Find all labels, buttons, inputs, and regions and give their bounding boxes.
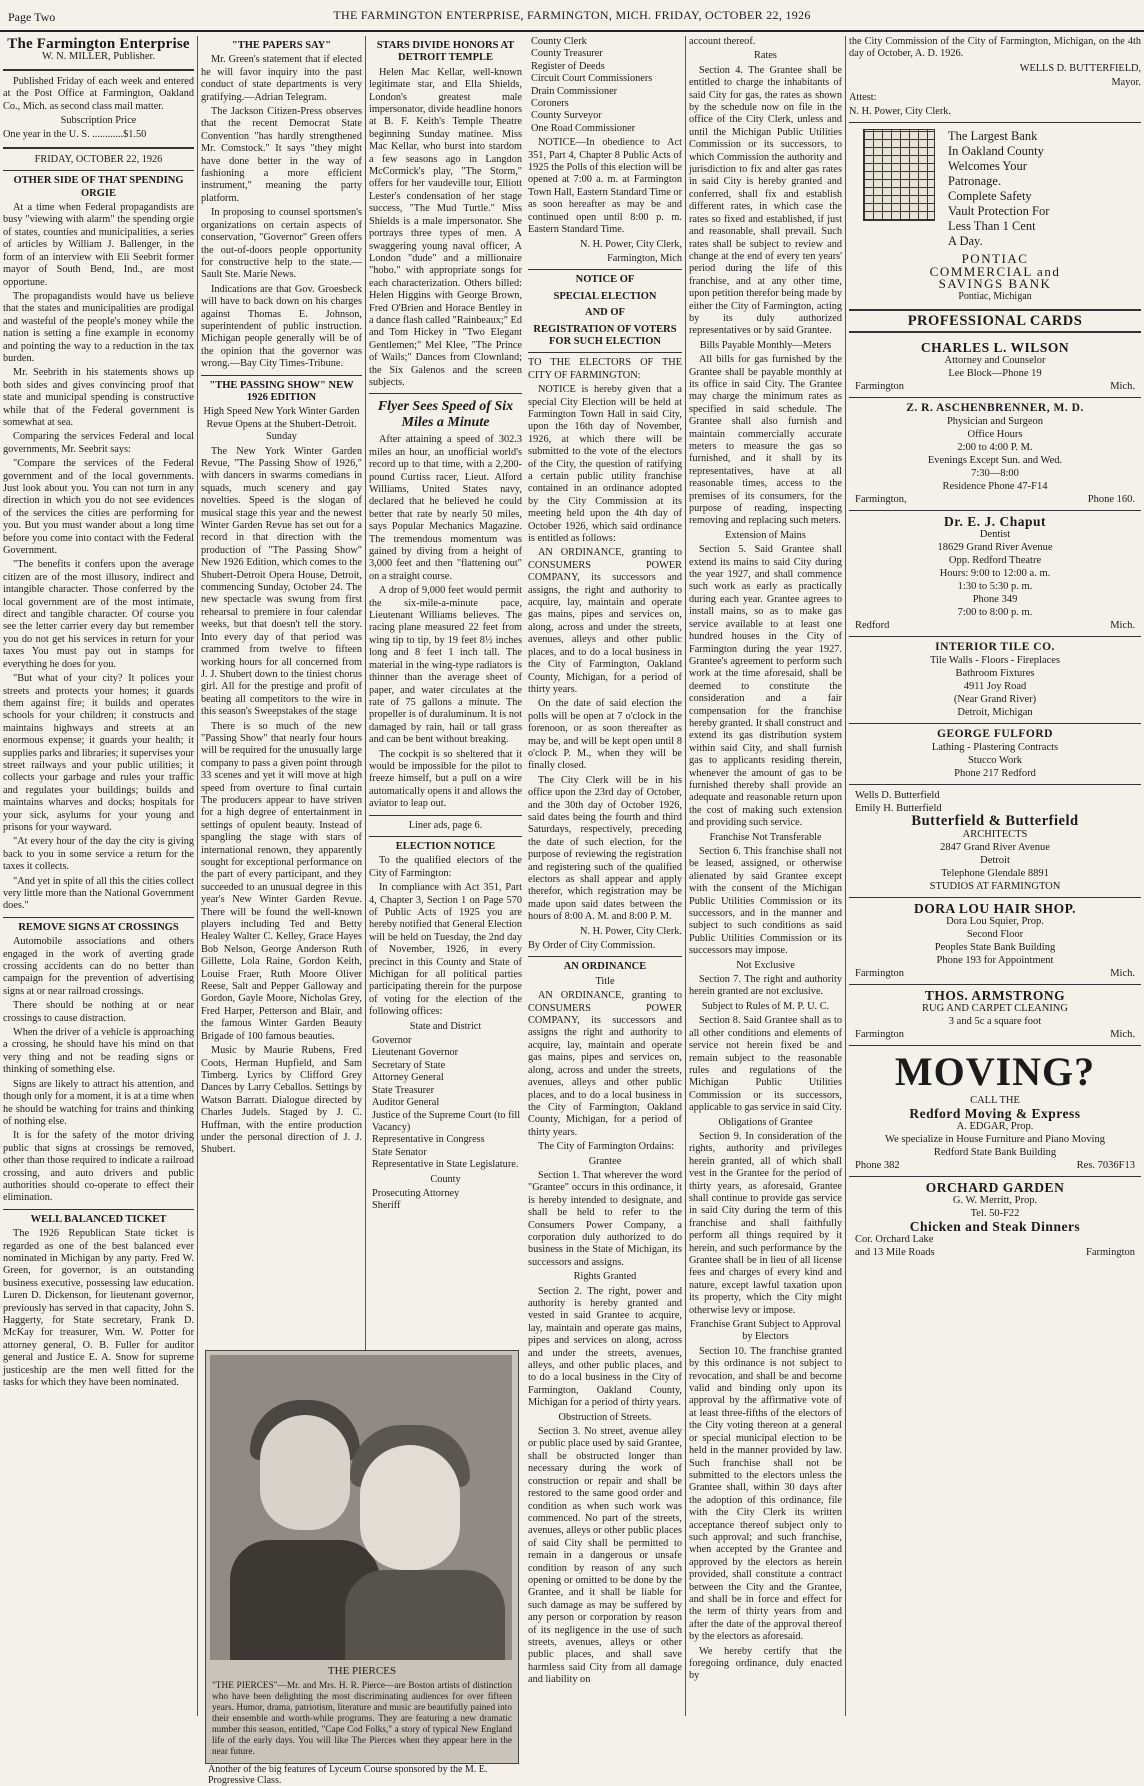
ordinance-subheading: Obstruction of Streets. bbox=[558, 1411, 652, 1423]
list-heading: State and District bbox=[409, 1020, 482, 1032]
list-item: One Road Commissioner bbox=[531, 122, 636, 134]
card-name: THOS. ARMSTRONG bbox=[924, 988, 1066, 1004]
card-fulford bbox=[849, 724, 1141, 785]
card-line: Detroit bbox=[980, 855, 1010, 867]
article-heading: ELECTION NOTICE bbox=[395, 840, 496, 852]
article-paragraph: "At every hour of the day the city is giving back to you in some service a return for the taxes it collects. bbox=[3, 836, 194, 873]
card-line: Phone 382 bbox=[855, 1160, 900, 1172]
article-paragraph: AN ORDINANCE, granting to CONSUMERS POWER COMPANY, its successors and assigns the right and authority to acquire, lay, maintain and operate gas mains, pipes and services on, along, across and under the streets, avenues, alleys and other public places, and to do a local business in the City of Farmington, Oakland County, Michigan, for a period of thirty years. bbox=[528, 990, 682, 1138]
article-paragraph: Section 8. Said Grantee shall as to all other conditions and elements of service not herein fixed be and remain subject to the reasonable rules and regulations of the Michigan Public Utilities Commission or its successors, applicable to gas service in said City. bbox=[689, 1015, 842, 1114]
card-line: Farmington bbox=[855, 1029, 904, 1041]
bank-name bbox=[853, 249, 1137, 303]
list-item: Attorney General bbox=[372, 1072, 444, 1084]
notice-heading: NOTICE OF bbox=[575, 274, 635, 286]
article-paragraph: Section 5. Said Grantee shall extend its mains to said City during the year 1927, and shall commence such work as early as practically during each year. Grantee agrees to install mains, so as to make gas service available to at least one hundred houses in the City of Farmington during the year 1927. Grantee's agreement to perform such work at the time aforesaid, shall be deemed to constitute the consideration and a fair compensation for the franchise hereby granted. It shall construct and extend its gas distribution system within said City, and shall furnish gas to applicants residing therein, whenever the amount of gas to be furnished thereby shall provide an adequate and reasonable return upon the cost of making such extension and providing such service. bbox=[689, 544, 842, 829]
portrait-photo bbox=[210, 1355, 512, 1660]
card-line: Farmington bbox=[1086, 1247, 1135, 1259]
paper-name: The Farmington Enterprise bbox=[7, 36, 190, 52]
card-line: 7:00 to 8:00 p. m. bbox=[957, 607, 1033, 619]
article-paragraph: Section 10. The franchise granted by this ordinance is not subject to revocation, and shall be and become valid and binding only upon its approval by the affirmative vote of at least three-fifths of the electors of the City voting thereon at a general or special municipal election to be held in the manner provided by law. Such franchise shall not be submitted to the electors unless the Grantee shall, within 30 days after the adoption of this ordinance, file with the City Clerk its written acceptance thereof subject only to such approval; and such franchise, when accepted by the Grantee and approved by the electors as herein provided, shall constitute a contract between the City and the Grantee, and shall be in force and effect for the term of thirty years from and after the date of the approval thereof by the electors as aforesaid. bbox=[689, 1345, 842, 1643]
list-item: Auditor General bbox=[372, 1097, 440, 1109]
article-paragraph: The Jackson Citizen-Press observes that the recent Democrat State Convention "has hardly strengthened Mr. Comstock." It says "they might have done better in the way of fashioning a more efficient instrument," meaning the party platform. bbox=[201, 106, 362, 204]
page-number: Page Two bbox=[8, 10, 56, 24]
article-heading: Flyer Sees Speed of Six Miles a Minute bbox=[377, 399, 514, 431]
photo-title: THE PIERCES bbox=[327, 1665, 397, 1677]
card-line: Phone 349 bbox=[972, 594, 1018, 606]
card-line: RUG AND CARPET CLEANING bbox=[922, 1003, 1068, 1015]
card-line: Residence Phone 47-F14 bbox=[942, 481, 1048, 493]
card-line: and 13 Mile Roads bbox=[855, 1247, 935, 1259]
list-item: Prosecuting Attorney bbox=[372, 1187, 460, 1199]
bank-copy bbox=[948, 129, 1137, 249]
column-5 bbox=[685, 36, 845, 1716]
card-line: Physician and Surgeon bbox=[946, 416, 1044, 428]
photo-the-pierces bbox=[205, 1350, 519, 1764]
ordinance-subheading: Grantee bbox=[588, 1155, 622, 1167]
article-paragraph: To the qualified electors of the City of Farmington: bbox=[369, 855, 522, 879]
notice-heading: AND OF bbox=[585, 307, 625, 319]
ordinance-subheading: Subject to Rules of M. P. U. C. bbox=[701, 1000, 830, 1012]
card-line: Lee Block—Phone 19 bbox=[948, 368, 1042, 380]
article-paragraph: Helen Mac Kellar, well-known legitimate star, and Ella Shields, London's greatest male impersonator, divide headline honors at B. F. Keith's Temple Theatre beginning Sunday matinee. Miss Mac Kellar, who burst into stardom a few seasons ago in Langdon McCormick's play, "The Storm," offers for her vaudeville tour, Elliott Lester's condensation of her stage success, "The Mud Turtle." Miss Shields is a male impersonator. She portrays three types of men. A swaggering young naval officer, A London "dude" and a millionaire "hobo." with appropriate songs for each characterization. Others billed: Helen Higgins with George Brown, Fred O'Brien and Horace Bentley in a dance flash called "Rainbeaux;" Ed and Tom Hickey in "Two Elegant Gentlemen;" Mel Klee, "The Prince of Wails;" Dances from Clownland; the Six Galenos and the screen subjects. bbox=[369, 66, 522, 388]
card-line: Emily H. Butterfield bbox=[855, 803, 942, 815]
column-4 bbox=[525, 36, 685, 1716]
pub-info: Published Friday of each week and entered at the Post Office at Farmington, Oakland Co., Mich. as second class mail matter. bbox=[3, 75, 194, 112]
article-paragraph: Section 2. The right, power and authority is hereby granted and vested in said Grantee to acquire, lay, maintain and operate gas mains, pipes and services on along, across and under the streets, avenues, alleys, and other public places, and to do a local business in the City of Farmington, Oakland County, Michigan for a period of thirty years. bbox=[528, 1285, 682, 1409]
list-item: Drain Commissioner bbox=[531, 85, 618, 97]
list-item: The Largest Bank bbox=[948, 129, 1038, 144]
article-paragraph: Signs are likely to attract his attention, and though only for a moment, it is at a time when he should be watching for trains and thinking of nothing else. bbox=[3, 1078, 194, 1127]
card-name: Redford Moving & Express bbox=[909, 1106, 1081, 1122]
article-paragraph: Automobile associations and others engaged in the work of averting grade crossing accidents can do no better than campaign for the prevention of advertising signs at or near railroad crossings. bbox=[3, 936, 194, 997]
list-item: Lieutenant Governor bbox=[372, 1047, 459, 1059]
card-name: DORA LOU HAIR SHOP. bbox=[913, 901, 1077, 917]
article-paragraph: NOTICE is hereby given that a special City Election will be held at Farmington Town Hall in said City, upon the 16th day of November, 1926, at which there will be submitted to the vote of the electors of the City, the question of ratifying a certain public utility franchise contained in an ordinance adopted by the City Commission at its meeting held upon the 4th day of October 1926, which said ordinance is entitled as follows: bbox=[528, 384, 682, 545]
office-list bbox=[369, 1188, 522, 1213]
article-heading: REMOVE SIGNS AT CROSSINGS bbox=[18, 921, 179, 933]
bank-advertisement bbox=[853, 129, 1137, 303]
card-line: Mich. bbox=[1110, 381, 1135, 393]
card-line: Lathing - Plastering Contracts bbox=[931, 742, 1059, 754]
card-line: Phone 217 Redford bbox=[954, 768, 1036, 780]
card-interior-tile bbox=[849, 637, 1141, 724]
article-paragraph: NOTICE—In obedience to Act 351, Part 4, Chapter 8 Public Acts of 1925 the Polls of this election will be opened at 7:00 a. m. at Farmington Town Hall, Eastern Standard Time or as soon hereafter as may be and continued open until 8:00 p. m. Eastern Standard Time. bbox=[528, 137, 682, 236]
card-line: Second Floor bbox=[966, 929, 1024, 941]
article-paragraph: The cockpit is so sheltered that it would be impossible for the pilot to freeze himself, but a pull on a wire automatically opens it and allows the aviator to leap out. bbox=[369, 748, 522, 810]
card-line: (Near Grand River) bbox=[953, 694, 1037, 706]
card-line: Attorney and Counselor bbox=[944, 355, 1046, 367]
ordinance-subheading: Franchise Not Transferable bbox=[709, 831, 822, 843]
signature: N. H. Power, City Clerk. bbox=[849, 106, 951, 118]
card-chaput bbox=[849, 511, 1141, 637]
list-item: Representative in Congress bbox=[372, 1134, 485, 1146]
card-line: CALL THE bbox=[970, 1095, 1020, 1107]
list-item: Complete Safety bbox=[948, 189, 1032, 204]
article-paragraph: It is for the safety of the motor driving public that signs at crossings be removed, other than those required to indicate a railroad crossing, and auto drivers and public authorities should co-operate to effect their elimination. bbox=[3, 1130, 194, 1204]
article-paragraph: The 1926 Republican State ticket is regarded as one of the best balanced ever nominated in Michigan by any party. Fred W. Green, for governor, is an outstanding business executive, possessing law education. Luren D. Dickenson, for lieutenant governor, previously has served in that capacity, John S. Haggerty, for State secretary, Frank D. McKay for treasurer, Wm. W. Potter for attorney general, O. B. Fuller for auditor general and Justice E. A. Snow for supreme justiceship are the men well fitted for the tasks for which they have been nominated. bbox=[3, 1228, 194, 1389]
card-line: Mich. bbox=[1110, 620, 1135, 632]
card-line: Farmington bbox=[855, 968, 904, 980]
card-name: INTERIOR TILE CO. bbox=[935, 641, 1055, 654]
article-paragraph: Section 9. In consideration of the rights, authority and privileges herein granted, all of which shall vest in the Grantee for the period of thirty years, as aforesaid, Grantee shall continue to provide gas service in said City during the term of this franchise and shall faithfully perform all things required by it herein, and such performance by the Grantee shall be in lieu of all license fees and charges of every kind and nature, except lawful taxation upon its property, which the City might otherwise levy or impose. bbox=[689, 1130, 842, 1316]
article-paragraph: Section 4. The Grantee shall be entitled to charge the inhabitants of said City for gas, the rates as shown by the schedule now on file in the office of the City Clerk, unless and until the Michigan Public Utilities Commission or its successors, to which Commission the authority and jurisdiction to fix and alter gas rates in said City is hereby granted and conferred, shall fix and establish different rates, in which case the rates so fixed and established, if just and reasonable, shall prevail. Such rates shall be subject to review and change at the end of every ten years' period during the life of this franchise, and at any other time, upon petition therefor being made by either the City of Farmington, acting by its duly authorized representatives or by said Grantee. bbox=[689, 64, 842, 337]
photo-caption: "THE PIERCES"—Mr. and Mrs. H. R. Pierce—are Boston artists of distinction who have been delighting the most discriminating audiences for over fifteen years. Humor, drama, patriotism, literature and music are beautifully pained into their ensemble and worth-while programs. They are featuring a new dramatic number this season, entitled, "Cape Cod Folks," a story of typical New England life of the early days. You will like The Pierces when they appear here in the near future. bbox=[212, 1681, 512, 1757]
article-heading: WELL BALANCED TICKET bbox=[30, 1213, 167, 1225]
card-line: Mich. bbox=[1110, 1029, 1135, 1041]
card-line: 2847 Grand River Avenue bbox=[940, 842, 1050, 854]
article-paragraph: Section 7. The right and authority herein granted are not exclusive. bbox=[689, 974, 842, 998]
signature: WELLS D. BUTTERFIELD, bbox=[1019, 62, 1141, 74]
card-line: Res. 7036F13 bbox=[1076, 1160, 1135, 1172]
article-paragraph: "And yet in spite of all this the cities collect very little more than the National Government does." bbox=[3, 875, 195, 912]
article-paragraph: Indications are that Gov. Groesbeck will have to back down on his charges against Thomas E. Johnson, superintendent of public instruction. Michigan people generally will be of the opinion that the governor was wrong.—Bay City Times-Tribune. bbox=[201, 283, 362, 370]
article-paragraph: In compliance with Act 351, Part 4, Chapter 3, Section 1 on Page 570 of Public Acts of 1925 you are hereby notified that General Election will be held on Tuesday, the 2nd day of November, 1926, in every precinct in this County and State of Michigan for all political parties participating therein for the purpose of voting for the election of the following offices: bbox=[369, 882, 522, 1018]
list-item: County Clerk bbox=[531, 36, 587, 47]
card-line: Telephone Glendale 8891 bbox=[941, 868, 1049, 880]
card-aschenbrenner bbox=[849, 398, 1141, 511]
card-line: Redford State Bank Building bbox=[933, 1147, 1057, 1159]
article-heading: "THE PASSING SHOW" NEW 1926 EDITION bbox=[209, 379, 354, 403]
list-item: Vault Protection For bbox=[948, 204, 1050, 219]
card-line: Detroit, Michigan bbox=[957, 707, 1033, 719]
card-name: GEORGE FULFORD bbox=[937, 728, 1053, 741]
article-heading: "THE PAPERS SAY" bbox=[231, 40, 332, 51]
card-line: Tel. 50-F22 bbox=[970, 1208, 1020, 1220]
list-item: Representative in State Legislature. bbox=[372, 1159, 519, 1171]
card-line: Tile Walls - Floors - Fireplaces bbox=[929, 655, 1061, 667]
signature: N. H. Power, City Clerk. bbox=[580, 925, 682, 937]
bank-building-icon bbox=[863, 129, 935, 221]
card-line: STUDIOS AT FARMINGTON bbox=[929, 881, 1061, 893]
card-line: Evenings Except Sun. and Wed. bbox=[927, 455, 1063, 467]
article-paragraph: Music by Maurie Rubens, Fred Coots, Herman Hupfield, and Sam Timberg. Lyrics by Clifford Grey Dances by Larry Ceballos. Settings by Watson Barratt. Dialogue directed by Charles Judels. Staged by J. C. Huffman, with the entire production under the personal direction of J. J. Shubert. bbox=[201, 1045, 362, 1156]
card-line: A. EDGAR, Prop. bbox=[956, 1121, 1034, 1133]
card-line: ARCHITECTS bbox=[962, 829, 1028, 841]
page-header bbox=[0, 0, 1144, 32]
card-armstrong bbox=[849, 985, 1141, 1046]
signature: N. H. Power, City Clerk, bbox=[580, 238, 682, 250]
card-line: 2:00 to 4:00 P. M. bbox=[957, 442, 1033, 454]
article-paragraph: The propagandists would have us believe that the states and municipalities are prodigal and wasteful of the people's money while the nation is setting a fine example in economy and pointing the way to a reduction in the tax burden. bbox=[3, 290, 194, 364]
ordinance-subheading: Rates bbox=[754, 50, 777, 62]
card-line: Mich. bbox=[1110, 968, 1135, 980]
article-paragraph: By Order of City Commission. bbox=[528, 940, 656, 952]
article-paragraph: "The benefits it confers upon the average citizen are of the most illusory, indirect and intangible character. Those conferred by the local government are of the most intimate, direct and tangible character. Of course you see the letter carrier every day but remember you do not get his services in return for your taxes You must pay out in stamps for everything he does for you. bbox=[3, 559, 194, 670]
article-paragraph: Comparing the services Federal and local governments, Mr. Seebrit says: bbox=[3, 431, 194, 455]
article-paragraph: When the driver of a vehicle is approaching a crossing, he should have his mind on that very thing and not be reading signs or thinking of something else. bbox=[3, 1027, 194, 1076]
notice-heading: SPECIAL ELECTION bbox=[553, 290, 657, 302]
ordinance-subheading: Title bbox=[595, 975, 615, 987]
card-line: Stucco Work bbox=[967, 755, 1023, 767]
bank-name-line: PONTIAC bbox=[961, 251, 1029, 267]
subscription-label: Subscription Price bbox=[60, 115, 137, 127]
list-item: Secretary of State bbox=[372, 1059, 446, 1071]
article-paragraph: Section 1. That wherever the word "Grantee" occurs in this ordinance, it is hereby intended to designate, and shall be held to refer to the Consumers Power Company, a corporation duly authorized to do business in the State of Michigan, its successors and assigns. bbox=[528, 1169, 682, 1268]
article-paragraph: Mr. Green's statement that if elected he will favor inquiry into the past conduct of state departments is very gratifying.—Adrian Telegram. bbox=[201, 54, 362, 103]
ordinance-subheading: Franchise Grant Subject to Approval by Electors bbox=[690, 1319, 841, 1343]
bank-city: Pontiac, Michigan bbox=[958, 290, 1032, 302]
ordinance-heading: AN ORDINANCE bbox=[563, 961, 647, 973]
card-moving bbox=[849, 1046, 1141, 1177]
list-item: A Day. bbox=[948, 234, 983, 249]
issue-date: FRIDAY, OCTOBER 22, 1926 bbox=[34, 153, 163, 165]
photo-tail: Another of the big features of Lyceum Course sponsored by the M. E. Progressive Class. bbox=[208, 1764, 488, 1786]
card-line: Phone 160. bbox=[1087, 494, 1135, 506]
article-paragraph: In proposing to counsel sportsmen's organizations on certain aspects of conservation, "Governor" Green offers the out-of-doors people opportunity for constructive help to the state.—Sault Ste. Marie News. bbox=[201, 207, 362, 281]
card-line: Office Hours bbox=[967, 429, 1023, 441]
article-paragraph: "But what of your city? It polices your streets and protects your homes; it guards them against fire; it builds and operates schools for your children; it constructs and maintains highways and streets at an enormous expense; it guards your health; it supplies parks and libraries; it supervises your street railways and your public utilities; it collects your garbage and rules your traffic and regulates your buildings; builds and maintains wharves and docks; hospitals for your sick, asylums for your young and prisons for your wayward. bbox=[3, 673, 194, 833]
ordinance-subheading: Obligations of Grantee bbox=[718, 1116, 813, 1128]
article-subheading: High Speed New York Winter Garden Revue Opens at the Shubert-Detroit. Sunday bbox=[203, 406, 360, 443]
card-line: G. W. Merritt, Prop. bbox=[952, 1195, 1038, 1207]
masthead: THE FARMINGTON ENTERPRISE, FARMINGTON, MICH. FRIDAY, OCTOBER 22, 1926 bbox=[333, 8, 811, 22]
ordinance-subheading: Not Exclusive bbox=[736, 959, 795, 971]
article-paragraph: There should be nothing at or near crossings to cause distraction. bbox=[3, 1000, 194, 1024]
article-paragraph: At a time when Federal propagandists are busy "viewing with alarm" the spending orgie of states, counties and municipalities, a series of articles by William J. Ballenger, in the form of an interview with Eli Seebrit former mayor of South Bend, Ind., are most opportune. bbox=[3, 202, 194, 288]
list-item: Coroners bbox=[531, 98, 569, 110]
article-paragraph: A drop of 9,000 feet would permit the six-mile-a-minute pace, Lieutenant Williams believes. The racing plane measured 22 feet from wing tip to tip, by 19 feet 8½ inches long and 8 feet 1 inch tall. The material in the wing-type radiators is thinner than the average sheet of paper, and water circulates at the rate of 75 gallons a minute. The propeller is of duraluminum. It is not damaged by rain, hail or tall grass and can be bent without breaking. bbox=[369, 585, 522, 746]
column-6 bbox=[845, 36, 1144, 1716]
card-name: Dr. E. J. Chaput bbox=[943, 514, 1047, 530]
list-item: Governor bbox=[372, 1035, 412, 1047]
list-item: State Treasurer bbox=[372, 1084, 435, 1096]
card-dora-lou bbox=[849, 898, 1141, 985]
list-item: Less Than 1 Cent bbox=[948, 219, 1036, 234]
card-line: Phone 193 for Appointment bbox=[936, 955, 1054, 967]
card-name: CHARLES L. WILSON bbox=[920, 340, 1070, 356]
card-line: 4911 Joy Road bbox=[963, 681, 1027, 693]
card-line: Redford bbox=[855, 620, 890, 632]
jump-line: Liner ads, page 6. bbox=[408, 819, 483, 831]
card-wilson bbox=[849, 337, 1141, 398]
subscription-price: One year in the U. S. ............$1.50 bbox=[3, 129, 147, 141]
card-butterfield bbox=[849, 785, 1141, 898]
article-paragraph: The New York Winter Garden Revue, "The Passing Show of 1926," with dancers in swarms comedians in squads, much scenery and gay novelties. Speed is the slogan of musical stage this year and the newest Winter Garden Revue has set out for a record in that direction with the production of "The Passing Show" New 1926 Edition, which comes to the Shubert-Detroit Opera House, Detroit, commencing Sunday, October 24. The new spectacle was swung from first rehearsal to premiere in four calendar weeks, but that doesn't tell the story. Into every day of that period was crammed from twelve to fifteen working hours for all concerned from J. J. Shubert down to the tiniest chorus girl. All for the prestige and profit of beating all competitors to the wire in this season's Sweepstakes of the stage bbox=[201, 445, 362, 718]
card-line: Peoples State Bank Building bbox=[934, 942, 1056, 954]
article-heading: STARS DIVIDE HONORS AT DETROIT TEMPLE bbox=[376, 40, 515, 64]
card-name: Butterfield & Butterfield bbox=[911, 813, 1079, 830]
article-paragraph: Mr. Seebrith in his statements shows up both sides and gives convincing proof that state and municipal spending is constructive while that of the Federal government is somewhat at sea. bbox=[3, 367, 194, 428]
signature: Farmington, Mich bbox=[607, 252, 682, 264]
card-name: Z. R. ASCHENBRENNER, M. D. bbox=[906, 402, 1084, 415]
article-paragraph: account thereof. bbox=[689, 36, 756, 47]
card-line: Cor. Orchard Lake bbox=[855, 1234, 934, 1246]
list-item: Welcomes Your bbox=[948, 159, 1027, 174]
notice-heading: REGISTRATION OF VOTERS FOR SUCH ELECTION bbox=[533, 323, 677, 347]
list-item: Register of Deeds bbox=[531, 60, 605, 72]
card-line: Dora Lou Squier, Prop. bbox=[946, 916, 1044, 928]
article-paragraph: Section 6. This franchise shall not be leased, assigned, or otherwise alienated by said Grantee except with the consent of the Michigan Public Utilities Commission or its successors, and in the manner and subject to such conditions as said Public Utilities Commission or its successors may impose. bbox=[689, 846, 842, 957]
article-paragraph: All bills for gas furnished by the Grantee shall be payable monthly at its office in said City. The Grantee may charge the minimum rates as specified in said schedule. The Grantee shall also furnish and maintain commercially accurate meters to measure the gas so furnished, and it shall by its representatives, have at all reasonable times, access to the premises of its consumers, for the purpose of reading, inspecting removing and replacing such meters. bbox=[689, 354, 842, 527]
list-item: County Surveyor bbox=[531, 110, 602, 122]
card-name: ORCHARD GARDEN bbox=[925, 1180, 1065, 1196]
article-paragraph: TO THE ELECTORS OF THE CITY OF FARMINGTON: bbox=[528, 357, 682, 381]
card-line: Bathroom Fixtures bbox=[955, 668, 1035, 680]
article-paragraph: AN ORDINANCE, granting to CONSUMERS POWER COMPANY, its successors and assigns, the right and authority to acquire, lay, maintain and operate gas mains, pipes and services on, along, across and under the streets, avenues, alleys and other public places, and to do a local business in the City of Farmington, Oakland County, Michigan, for a period of thirty years. bbox=[528, 547, 682, 695]
professional-cards-heading: PROFESSIONAL CARDS bbox=[849, 309, 1141, 333]
article-paragraph: The City Clerk will be in his office upon the 23rd day of October, and the 30th day of October 1926, said dates being the fourth and third Saturdays, respectively, preceding the date of such election, for the purpose of reviewing the registration and registering such of the qualified electors as shall appear and apply therefor, which registration may be made upon said dates between the hours of 8:00 A. M. and 8:00 P. M. bbox=[528, 774, 682, 923]
card-line: 1:30 to 5:30 p. m. bbox=[957, 581, 1033, 593]
moving-headline: MOVING? bbox=[894, 1049, 1096, 1095]
card-line: Farmington, bbox=[855, 494, 907, 506]
card-line: Hours: 9:00 to 12:00 a. m. bbox=[939, 568, 1051, 580]
signature: Mayor. bbox=[1111, 77, 1141, 89]
ordinance-subheading: Extension of Mains bbox=[725, 529, 806, 541]
ordinance-subheading: Bills Payable Monthly—Meters bbox=[699, 339, 832, 351]
list-item: County Treasurer bbox=[531, 48, 603, 60]
card-line: 18629 Grand River Avenue bbox=[937, 542, 1053, 554]
attest-label: Attest: bbox=[849, 91, 877, 103]
list-item: Sheriff bbox=[372, 1200, 401, 1212]
publisher: W. N. MILLER, Publisher. bbox=[41, 51, 156, 63]
card-line: 7:30—8:00 bbox=[971, 468, 1019, 480]
article-heading: OTHER SIDE OF THAT SPENDING ORGIE bbox=[13, 175, 184, 199]
bank-name-line: SAVINGS BANK bbox=[938, 276, 1052, 292]
list-item: Justice of the Supreme Court (to fill Vacancy) bbox=[372, 1109, 521, 1133]
list-item: State Senator bbox=[372, 1146, 427, 1158]
article-paragraph: On the date of said election the polls will be open at 7 o'clock in the forenoon, or as soon thereafter as may be, and will be kept open until 8 o'clock P. M., when they will be finally closed. bbox=[528, 698, 682, 772]
card-orchard-garden bbox=[849, 1177, 1141, 1263]
card-line: 3 and 5c a square foot bbox=[948, 1016, 1042, 1028]
office-list bbox=[528, 36, 682, 135]
card-line: Dentist bbox=[979, 529, 1011, 541]
bank-name-line: COMMERCIAL and bbox=[929, 263, 1061, 279]
list-item: In Oakland County bbox=[948, 144, 1044, 159]
article-paragraph: The City of Farmington Ordains: bbox=[538, 1141, 675, 1153]
article-paragraph: the City Commission of the City of Farmington, Michigan, on the 4th day of October, A. D. 1926. bbox=[849, 36, 1141, 60]
article-paragraph: Section 3. No street, avenue alley or public place used by said Grantee, shall be obstructed longer than necessary during the work of construction or repair and shall be restored to the same good order and condition as when such work was commenced. No part of the streets, avenues, alleys or other public places of said City shall be permitted to remain in a dangerous or unsafe condition by reason of any such opening or omitted to be done by the Grantee, and it shall be liable for such damage as may be suffered by any person or corporation by reason of its negligence in the use of such streets, avenues, alleys or other public places, and shall save harmless said City from all damage and liability on bbox=[528, 1426, 682, 1686]
office-list bbox=[369, 1035, 522, 1171]
article-paragraph: We hereby certify that the foregoing ordinance, duly enacted by bbox=[689, 1645, 842, 1682]
article-paragraph: After attaining a speed of 302.3 miles an hour, an unofficial world's record up to that time, with a 2,200-pound Curtiss racer, Lieut. Alford Williams, United States navy, declared that he believed he could better that rate by nearly 50 miles, says Popular Mechanics Magazine. The tremendous momentum was gained by diving from a height of 3,000 feet and then "flattening out" on a straight course. bbox=[369, 434, 522, 582]
article-paragraph: There is so much of the new "Passing Show" that nearly four hours will be required for the unusually large company to pass a given point through 33 scenes and yet it will move at high speed from overture to final curtain The producers appear to have striven for a high degree of entertainment in settings of opulent beauty. Instead of spangling the stage with stars of international renown, they apparently sought for exceptional performance on the part of every participant, and they succeeded to an unusual degree in this year's New Winter Garden Revue. There will be found the well-known players including Ted and Betty Healey Walter C. Kelley, Grace Hayes Bob Nelson, George Anderson Ruth Gillette, Lola Raine, Gordon Keith, Louise Fraer, Ruth Moore Oliver Reese, Salt and Pepper Galloway and Gordon, Gayle Moore, Nicholas Grey, Fred Harper, Petterson and Blair, and the famous Winter Garden Beauty Brigade of 100 famous beauties. bbox=[201, 720, 362, 1042]
ordinance-subheading: Rights Granted bbox=[573, 1271, 637, 1283]
list-item: Circuit Court Commissioners bbox=[531, 73, 653, 85]
column-1 bbox=[0, 36, 197, 1716]
card-line: We specialize in House Furniture and Piano Moving bbox=[885, 1134, 1105, 1146]
article-paragraph: "Compare the services of the Federal government and of the local governments. Just look about you. You can not turn in any direction in which you do not see evidences of the services the cities are performing for you. But you must wander about a long time before you come into contact with the Federal Government. bbox=[3, 458, 194, 557]
card-line: Wells D. Butterfield bbox=[855, 790, 940, 802]
card-line: Opp. Redford Theatre bbox=[948, 555, 1042, 567]
card-name: Chicken and Steak Dinners bbox=[909, 1219, 1081, 1235]
card-line: Farmington bbox=[855, 381, 904, 393]
list-heading: County bbox=[430, 1173, 461, 1185]
list-item: Patronage. bbox=[948, 174, 1002, 189]
